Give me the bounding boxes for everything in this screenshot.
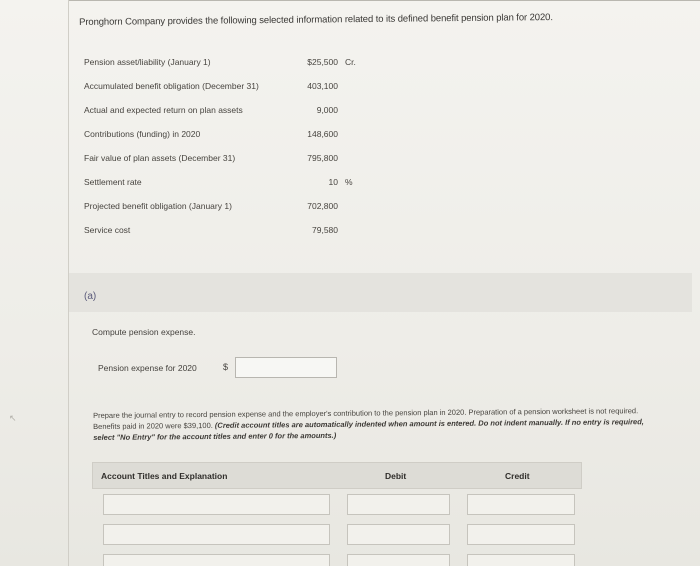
problem-intro: Pronghorn Company provides the following selected information related to its defined benefit pension plan for 2020.: [79, 12, 553, 28]
journal-instructions: [93, 405, 653, 443]
info-value: $25,500: [307, 57, 338, 67]
journal-credit-field-3[interactable]: [467, 554, 575, 566]
journal-header: [92, 462, 582, 489]
info-label: Fair value of plan assets (December 31): [84, 153, 236, 163]
info-value: 79,580: [312, 225, 338, 235]
part-a-task: Compute pension expense.: [92, 327, 196, 337]
currency-symbol: $: [223, 362, 229, 372]
info-value: 702,800: [307, 201, 338, 211]
journal-account-field-3[interactable]: [103, 554, 330, 566]
credit-header: Credit: [505, 471, 530, 481]
info-label: Service cost: [84, 225, 131, 235]
journal-credit-field-2[interactable]: [467, 524, 575, 545]
journal-debit-field-2[interactable]: [347, 524, 450, 545]
journal-credit-field-1[interactable]: [467, 494, 575, 515]
info-value: 148,600: [307, 129, 338, 139]
pension-expense-label: Pension expense for 2020: [98, 363, 197, 373]
info-label: Contributions (funding) in 2020: [84, 129, 201, 139]
journal-instructions-note: (Credit account titles are automatically indented when amount is entered. Do not indent manually. If no entry is required, select "No Entry" for the account titles and enter 0 for the amounts.): [93, 417, 644, 442]
journal-debit-field-1[interactable]: [347, 494, 450, 515]
journal-account-field-2[interactable]: [103, 524, 330, 545]
info-value: 795,800: [307, 153, 338, 163]
debit-header: Debit: [385, 471, 407, 481]
info-label: Settlement rate: [84, 177, 142, 187]
journal-instructions-text: Prepare the journal entry to record pension expense and the employer's contribution to the pension plan in 2020. Preparation of a pension worksheet is not required. Benefits paid in 2020 were $39,100.: [93, 406, 639, 431]
info-value: 403,100: [307, 81, 338, 91]
info-unit: Cr.: [345, 57, 356, 67]
info-value: 9,000: [316, 105, 338, 115]
part-a-letter: (a): [84, 291, 97, 302]
info-label: Accumulated benefit obligation (December 31): [84, 81, 259, 91]
info-label: Actual and expected return on plan assets: [84, 105, 243, 115]
pension-expense-input[interactable]: [235, 357, 337, 378]
info-value: 10: [328, 177, 338, 187]
top-divider: [68, 0, 700, 1]
info-unit: %: [345, 177, 353, 187]
journal-account-field-1[interactable]: [103, 494, 330, 515]
info-label: Pension asset/liability (January 1): [84, 57, 211, 67]
side-arrow-icon: ↖: [9, 413, 17, 423]
journal-debit-field-3[interactable]: [347, 554, 450, 566]
info-label: Projected benefit obligation (January 1): [84, 201, 232, 211]
part-a-band: [69, 273, 692, 312]
account-titles-header: Account Titles and Explanation: [101, 471, 228, 481]
